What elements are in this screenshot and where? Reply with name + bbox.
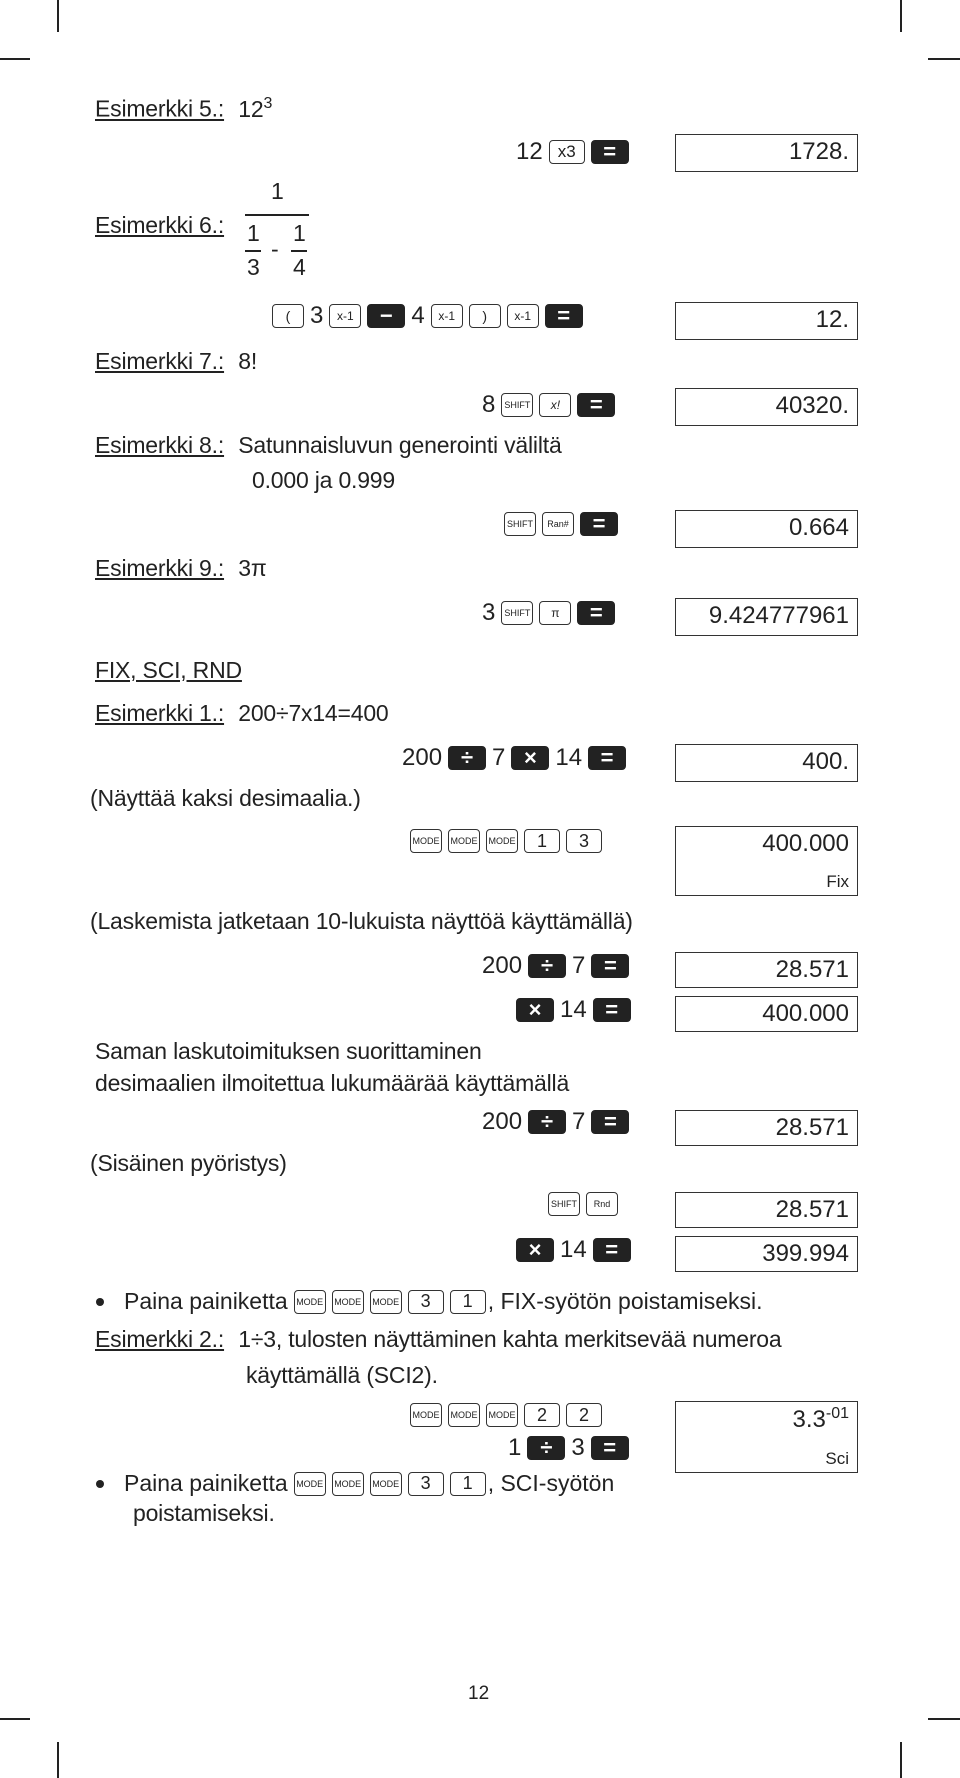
instruction-text: , SCI-syötön xyxy=(487,1470,615,1496)
digits: 200 xyxy=(482,952,523,979)
description-line-2: käyttämällä (SCI2). xyxy=(246,1362,438,1388)
example-7-label xyxy=(95,348,257,375)
equals-key[interactable]: = xyxy=(591,1110,629,1134)
key-sequence xyxy=(482,1108,629,1136)
mode-key[interactable]: MODE xyxy=(332,1290,364,1314)
fraction-bar xyxy=(245,214,309,216)
crop-mark xyxy=(928,58,960,60)
shift-key[interactable]: SHIFT xyxy=(501,393,533,417)
digit: 3 xyxy=(571,1434,585,1461)
key-sequence xyxy=(516,138,629,166)
key-sequence xyxy=(410,1403,602,1427)
mode-key[interactable]: MODE xyxy=(370,1472,402,1496)
result-display xyxy=(675,388,858,426)
example-label: Esimerkki 1.: xyxy=(95,700,225,726)
result-display xyxy=(675,744,858,782)
exponent: -01 xyxy=(825,1405,849,1422)
digits: 14 xyxy=(560,996,587,1023)
example-label: Esimerkki 5.: xyxy=(95,95,225,122)
display-value: 1728. xyxy=(788,138,849,165)
multiply-key[interactable]: × xyxy=(516,1238,554,1262)
crop-mark xyxy=(0,1718,30,1720)
mantissa: 3.3 xyxy=(792,1406,826,1433)
key-sequence xyxy=(482,952,629,980)
instruction-text: Paina painiketta xyxy=(124,1288,288,1314)
display-value: 0.664 xyxy=(788,514,849,541)
equals-key[interactable]: = xyxy=(591,954,629,978)
description: 1÷3, tulosten näyttäminen kahta merkitsevää numeroa xyxy=(238,1326,782,1352)
mode-key[interactable]: MODE xyxy=(370,1290,402,1314)
expression: 3π xyxy=(238,555,267,581)
display-value: 12. xyxy=(815,306,849,333)
reciprocal-key[interactable]: x-1 xyxy=(431,304,463,328)
shift-key[interactable]: SHIFT xyxy=(504,512,536,536)
example-8-label xyxy=(95,432,562,459)
equals-key[interactable]: = xyxy=(577,601,615,625)
equals-key[interactable]: = xyxy=(593,998,631,1022)
key-sequence xyxy=(508,1434,629,1462)
factorial-key[interactable]: x! xyxy=(539,393,571,417)
expression: 12 xyxy=(238,95,264,122)
display-value: 399.994 xyxy=(762,1240,849,1267)
digits: 14 xyxy=(555,744,583,771)
result-display xyxy=(675,996,858,1032)
reciprocal-key[interactable]: x-1 xyxy=(329,304,361,328)
note: desimaalien ilmoitettua lukumäärää käyttämällä xyxy=(95,1070,570,1096)
divide-key[interactable]: ÷ xyxy=(528,954,566,978)
note: Saman laskutoimituksen suorittaminen xyxy=(95,1038,482,1064)
result-display xyxy=(675,1110,858,1146)
result-display xyxy=(675,1236,858,1272)
digits: 12 xyxy=(516,138,543,165)
section-heading: FIX, SCI, RND xyxy=(95,657,242,683)
bullet-instruction xyxy=(96,1288,763,1315)
result-display xyxy=(675,1401,858,1473)
result-display xyxy=(675,826,858,896)
key-sequence xyxy=(410,829,602,853)
shift-key[interactable]: SHIFT xyxy=(548,1192,580,1216)
result-display xyxy=(675,1192,858,1228)
digits: 14 xyxy=(560,1236,587,1263)
digit-key[interactable]: 3 xyxy=(566,829,602,853)
example-1-label xyxy=(95,700,389,727)
expression: 8! xyxy=(238,348,258,374)
crop-mark xyxy=(57,1742,59,1778)
key-sequence xyxy=(516,1236,631,1264)
inner-b-den: 4 xyxy=(293,254,306,280)
mode-key[interactable]: MODE xyxy=(410,1403,442,1427)
digit-key[interactable]: 2 xyxy=(524,1403,560,1427)
note: (Näyttää kaksi desimaalia.) xyxy=(90,785,361,811)
mode-key[interactable]: MODE xyxy=(486,829,518,853)
example-5-label xyxy=(95,95,272,123)
crop-mark xyxy=(57,0,59,32)
result-display xyxy=(675,302,858,340)
fix-indicator: Fix xyxy=(826,872,849,891)
minus-sign: - xyxy=(271,236,279,262)
example-label: Esimerkki 8.: xyxy=(95,432,225,458)
crop-mark xyxy=(0,58,30,60)
instruction-text: , FIX-syötön poistamiseksi. xyxy=(487,1288,763,1314)
equals-key[interactable]: = xyxy=(588,746,626,770)
page-number: 12 xyxy=(468,1683,490,1704)
inner-a-bar xyxy=(245,250,261,252)
reciprocal-key[interactable]: x-1 xyxy=(507,304,539,328)
digit-key[interactable]: 2 xyxy=(566,1403,602,1427)
multiply-key[interactable]: × xyxy=(511,746,549,770)
key-sequence xyxy=(548,1192,618,1216)
result-display xyxy=(675,952,858,988)
result-display xyxy=(675,510,858,548)
equals-key[interactable]: = xyxy=(545,304,583,328)
example-label: Esimerkki 9.: xyxy=(95,555,225,581)
digit: 1 xyxy=(508,1434,522,1461)
key-sequence xyxy=(272,302,583,330)
display-value: 28.571 xyxy=(775,1196,849,1223)
divide-key[interactable]: ÷ xyxy=(527,1436,565,1460)
shift-key[interactable]: SHIFT xyxy=(501,601,533,625)
inner-a-num: 1 xyxy=(247,220,260,246)
digit: 7 xyxy=(572,952,586,979)
cube-key[interactable]: x3 xyxy=(549,140,585,164)
expression: 200÷7x14=400 xyxy=(238,700,389,726)
example-2-label xyxy=(95,1326,781,1353)
mode-key[interactable]: MODE xyxy=(448,1403,480,1427)
digit: 8 xyxy=(482,391,496,418)
mode-key[interactable]: MODE xyxy=(332,1472,364,1496)
description-line-2: 0.000 ja 0.999 xyxy=(252,467,395,493)
crop-mark xyxy=(900,1742,902,1778)
display-value: 40320. xyxy=(775,392,849,419)
key-sequence xyxy=(516,996,631,1024)
instruction-text: Paina painiketta xyxy=(124,1470,288,1496)
example-label: Esimerkki 2.: xyxy=(95,1326,225,1352)
digit: 7 xyxy=(492,744,506,771)
round-key[interactable]: Rnd xyxy=(586,1192,618,1216)
digit: 3 xyxy=(310,302,324,329)
pi-key[interactable]: π xyxy=(539,601,571,625)
digit-key[interactable]: 1 xyxy=(450,1472,486,1496)
minus-key[interactable]: − xyxy=(367,304,405,328)
mode-key[interactable]: MODE xyxy=(294,1472,326,1496)
display-value: 400.000 xyxy=(762,830,849,857)
digit: 7 xyxy=(572,1108,586,1135)
inner-b-bar xyxy=(291,250,307,252)
digit-key[interactable]: 1 xyxy=(524,829,560,853)
equals-key[interactable]: = xyxy=(577,393,615,417)
inner-b-num: 1 xyxy=(293,220,306,246)
example-label: Esimerkki 7.: xyxy=(95,348,225,374)
instruction-text-line-2: poistamiseksi. xyxy=(133,1500,275,1526)
display-value: 400. xyxy=(802,748,849,775)
note: (Sisäinen pyöristys) xyxy=(90,1150,287,1176)
equals-key[interactable]: = xyxy=(591,140,629,164)
crop-mark xyxy=(928,1718,960,1720)
display-value xyxy=(793,1405,850,1434)
digit-key[interactable]: 3 xyxy=(408,1290,444,1314)
open-paren-key[interactable]: ( xyxy=(272,304,304,328)
digit-key[interactable]: 1 xyxy=(450,1290,486,1314)
digits: 200 xyxy=(402,744,443,771)
mode-key[interactable]: MODE xyxy=(294,1290,326,1314)
random-key[interactable]: Ran# xyxy=(542,512,574,536)
key-sequence xyxy=(402,744,626,772)
result-display xyxy=(675,598,858,636)
key-sequence xyxy=(482,599,615,627)
equals-key[interactable]: = xyxy=(593,1238,631,1262)
divide-key[interactable]: ÷ xyxy=(528,1110,566,1134)
numerator: 1 xyxy=(271,178,284,204)
bullet-dot xyxy=(96,1480,104,1488)
equals-key[interactable]: = xyxy=(591,1436,629,1460)
digits: 200 xyxy=(482,1108,523,1135)
bullet-instruction xyxy=(96,1470,614,1497)
display-value: 9.424777961 xyxy=(708,602,849,629)
digit: 4 xyxy=(411,302,425,329)
key-sequence xyxy=(504,512,618,536)
example-6-label xyxy=(95,212,224,239)
display-value: 28.571 xyxy=(775,1114,849,1141)
digit-key[interactable]: 3 xyxy=(408,1472,444,1496)
mode-key[interactable]: MODE xyxy=(486,1403,518,1427)
note: (Laskemista jatketaan 10-lukuista näyttöä käyttämällä) xyxy=(90,908,633,934)
example-9-label xyxy=(95,555,267,582)
bullet-dot xyxy=(96,1298,104,1306)
crop-mark xyxy=(900,0,902,32)
key-sequence xyxy=(482,391,615,419)
multiply-key[interactable]: × xyxy=(516,998,554,1022)
mode-key[interactable]: MODE xyxy=(448,829,480,853)
sci-indicator: Sci xyxy=(825,1449,849,1468)
display-value: 400.000 xyxy=(762,1000,849,1027)
inner-a-den: 3 xyxy=(247,254,260,280)
display-value: 28.571 xyxy=(775,956,849,983)
equals-key[interactable]: = xyxy=(580,512,618,536)
result-display xyxy=(675,134,858,172)
exponent: 3 xyxy=(263,95,273,112)
description: Satunnaisluvun generointi väliltä xyxy=(238,432,562,458)
mode-key[interactable]: MODE xyxy=(410,829,442,853)
digit: 3 xyxy=(482,599,496,626)
close-paren-key[interactable]: ) xyxy=(469,304,501,328)
divide-key[interactable]: ÷ xyxy=(448,746,486,770)
example-label: Esimerkki 6.: xyxy=(95,212,225,238)
